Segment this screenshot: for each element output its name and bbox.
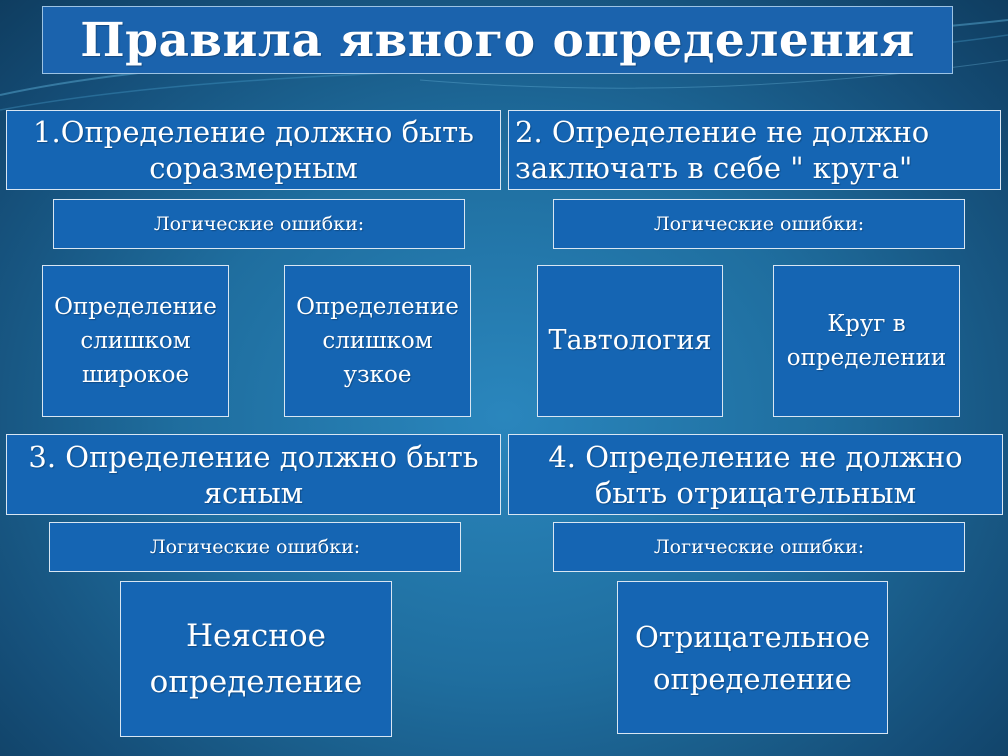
rule-4-error-negative: Отрицательное определение: [617, 581, 888, 734]
rule-1-heading: 1.Определение должно быть соразмерным: [6, 110, 501, 190]
rule-1-error-too-narrow: Определение слишком узкое: [284, 265, 471, 417]
rule-3-errors-label: Логические ошибки:: [49, 522, 461, 572]
rule-3-error-unclear: Неясное определение: [120, 581, 392, 737]
rule-1-errors-label: Логические ошибки:: [53, 199, 465, 249]
rule-4-heading: 4. Определение не должно быть отрицательным: [508, 434, 1003, 515]
rule-2-error-tautology: Тавтология: [537, 265, 723, 417]
rule-3-heading: 3. Определение должно быть ясным: [6, 434, 501, 515]
rule-2-error-circular: Круг в определении: [773, 265, 960, 417]
page-title: Правила явного определения: [42, 6, 953, 74]
rule-4-errors-label: Логические ошибки:: [553, 522, 965, 572]
rule-2-heading: 2. Определение не должно заключать в себе " круга": [508, 110, 1001, 190]
rule-2-errors-label: Логические ошибки:: [553, 199, 965, 249]
rule-1-error-too-broad: Определение слишком широкое: [42, 265, 229, 417]
